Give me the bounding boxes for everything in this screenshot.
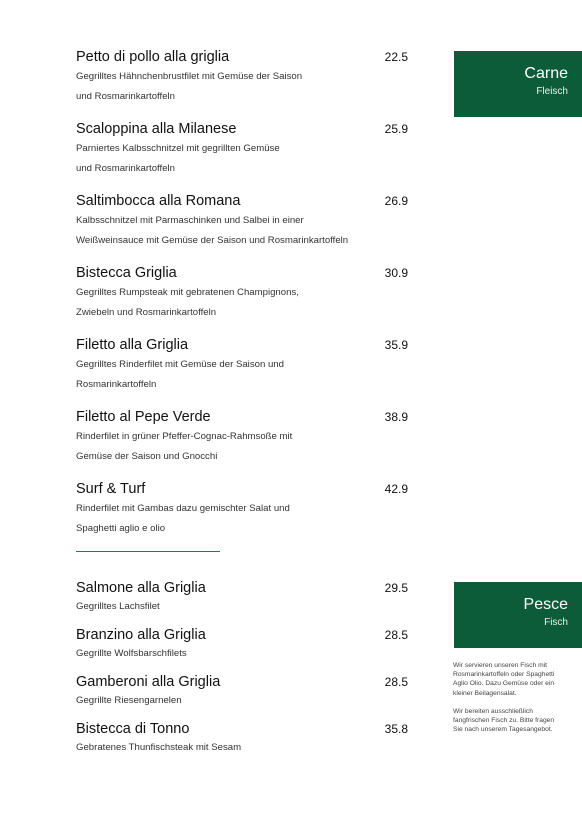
dish-price: 35.8 bbox=[384, 722, 408, 736]
dish-price: 28.5 bbox=[384, 675, 408, 689]
dish-description: Gegrillte Riesengarnelen bbox=[76, 695, 182, 706]
menu-item bbox=[76, 626, 408, 663]
dish-description: Gegrilltes Rumpsteak mit gebratenen Champignons, Zwiebeln und Rosmarinkartoffeln bbox=[76, 287, 299, 318]
category-box-carne bbox=[454, 51, 582, 117]
note-paragraph: Wir bereiten ausschließlich fangfrischen Fisch zu. Bitte fragen Sie nach unserem Tagesangebot. bbox=[453, 707, 555, 734]
dish-description: Gegrilltes Rinderfilet mit Gemüse der Saison und Rosmarinkartoffeln bbox=[76, 359, 284, 390]
menu-item bbox=[76, 264, 408, 322]
dish-description: Gegrillte Wolfsbarschfilets bbox=[76, 648, 187, 659]
menu-item bbox=[76, 120, 408, 178]
menu-item bbox=[76, 480, 408, 538]
dish-name: Filetto alla Griglia bbox=[76, 337, 189, 353]
dish-price: 22.5 bbox=[384, 50, 408, 64]
dish-description: Gebratenes Thunfischsteak mit Sesam bbox=[76, 742, 242, 753]
dish-name: Surf & Turf bbox=[76, 481, 146, 497]
category-box-pesce bbox=[454, 582, 582, 648]
menu-item bbox=[76, 408, 408, 466]
dish-price: 29.5 bbox=[384, 581, 408, 595]
menu-item bbox=[76, 336, 408, 394]
dish-price: 28.5 bbox=[384, 628, 408, 642]
dish-name: Bistecca Griglia bbox=[76, 265, 177, 281]
menu-item bbox=[76, 192, 408, 250]
dish-price: 30.9 bbox=[384, 266, 408, 280]
fish-menu-section bbox=[76, 579, 408, 767]
dish-description: Rinderfilet in grüner Pfeffer-Cognac-Rahmsoße mit Gemüse der Saison und Gnocchi bbox=[76, 431, 293, 462]
dish-description: Gegrilltes Lachsfilet bbox=[76, 601, 160, 612]
meat-menu-section bbox=[76, 48, 408, 552]
dish-description: Gegrilltes Hähnchenbrustfilet mit Gemüse der Saison und Rosmarinkartoffeln bbox=[76, 71, 303, 102]
dish-name: Scaloppina alla Milanese bbox=[76, 121, 237, 137]
menu-item bbox=[76, 579, 408, 616]
dish-price: 38.9 bbox=[384, 410, 408, 424]
dish-description: Parniertes Kalbsschnitzel mit gegrillten Gemüse und Rosmarinkartoffeln bbox=[76, 143, 280, 174]
dish-description: Rinderfilet mit Gambas dazu gemischter Salat und Spaghetti aglio e olio bbox=[76, 503, 290, 534]
fish-side-note bbox=[453, 661, 561, 743]
dish-description: Kalbsschnitzel mit Parmaschinken und Salbei in einer Weißweinsauce mit Gemüse der Saison und Rosmarinkartoffeln bbox=[76, 215, 349, 246]
dish-name: Salmone alla Griglia bbox=[76, 580, 206, 596]
menu-item bbox=[76, 673, 408, 710]
note-paragraph: Wir servieren unseren Fisch mit Rosmarinkartoffeln oder Spaghetti Aglio Olio. Dazu Gemüse oder ein kleiner Beilagensalat. bbox=[453, 662, 555, 697]
dish-price: 26.9 bbox=[384, 194, 408, 208]
menu-item bbox=[76, 48, 408, 106]
dish-name: Saltimbocca alla Romana bbox=[76, 193, 241, 209]
category-subtitle: Fleisch bbox=[536, 86, 568, 97]
dish-name: Gamberoni alla Griglia bbox=[76, 674, 221, 690]
dish-name: Filetto al Pepe Verde bbox=[76, 409, 211, 425]
menu-item bbox=[76, 720, 408, 757]
category-title: Pesce bbox=[523, 596, 568, 613]
dish-price: 42.9 bbox=[384, 482, 408, 496]
dish-name: Branzino alla Griglia bbox=[76, 627, 206, 643]
section-divider bbox=[76, 551, 220, 552]
category-subtitle: Fisch bbox=[544, 617, 568, 628]
dish-price: 25.9 bbox=[384, 122, 408, 136]
dish-price: 35.9 bbox=[384, 338, 408, 352]
dish-name: Bistecca di Tonno bbox=[76, 721, 190, 737]
dish-name: Petto di pollo alla griglia bbox=[76, 49, 230, 65]
category-title: Carne bbox=[524, 65, 568, 82]
